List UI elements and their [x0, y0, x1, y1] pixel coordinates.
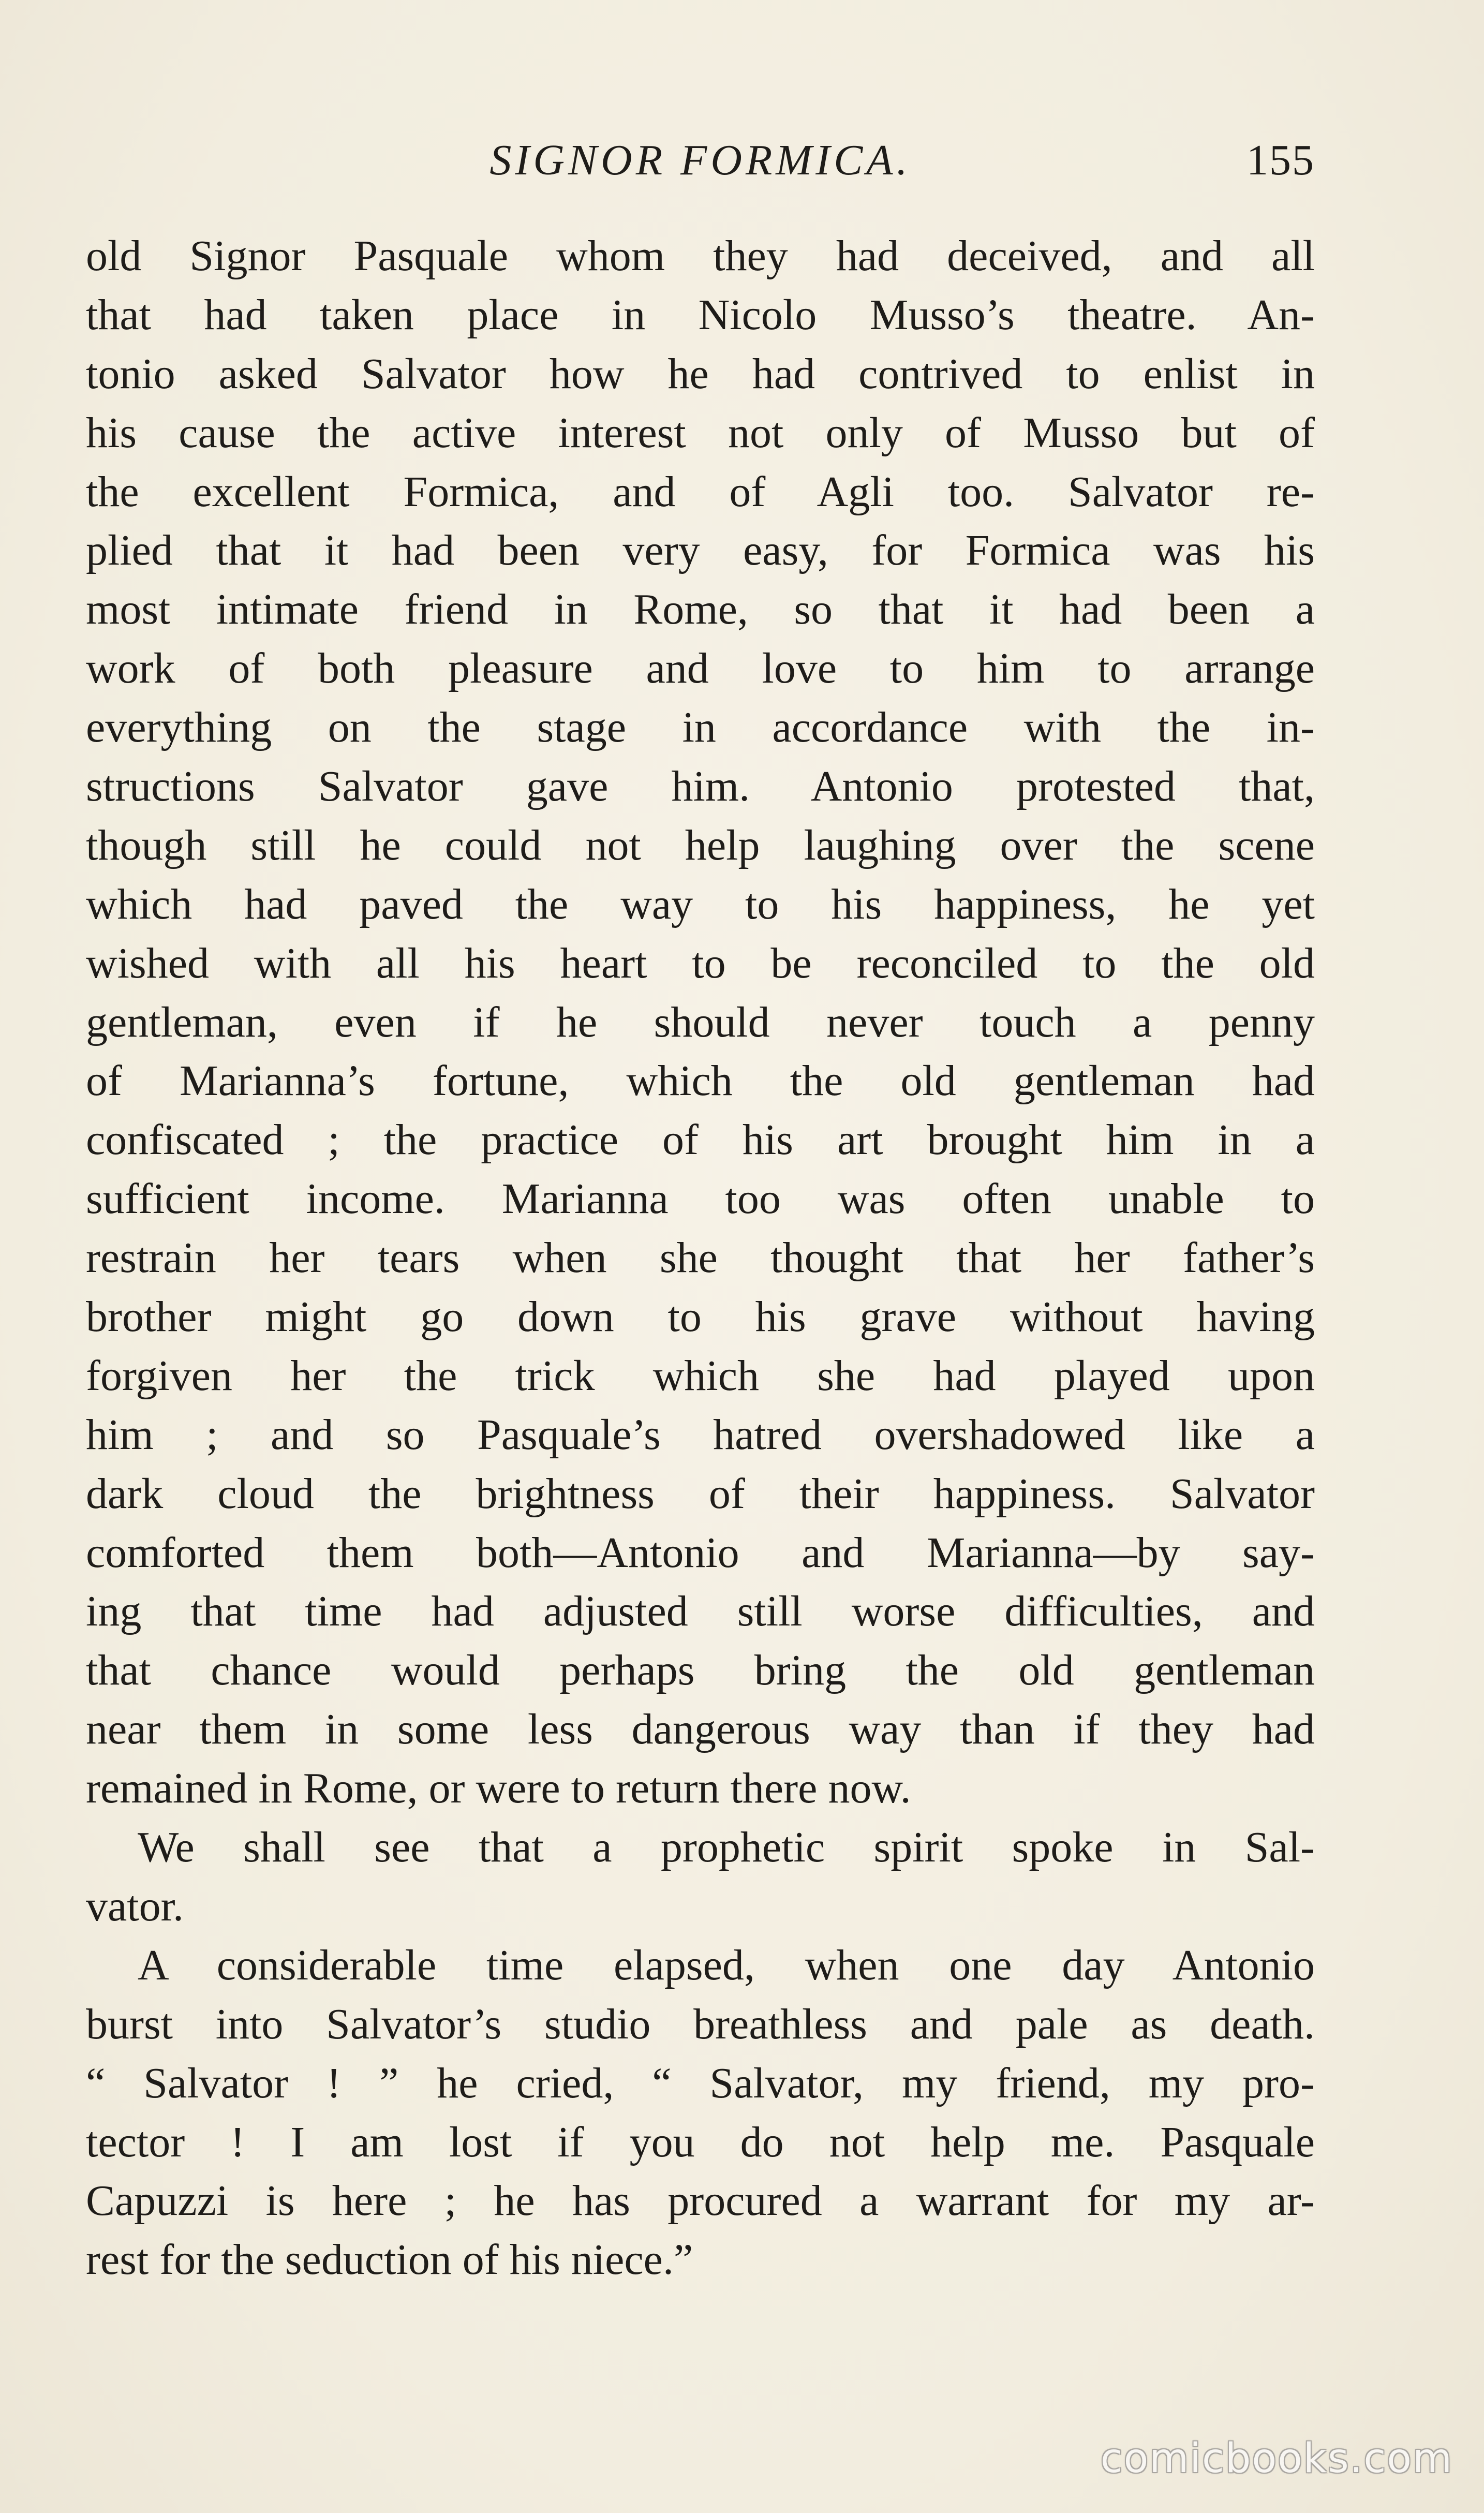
text-line: brother might go down to his grave without having: [86, 1293, 1315, 1341]
text-line: ing that time had adjusted still worse difficulties, and: [86, 1587, 1315, 1636]
body-text: [86, 227, 1315, 2289]
page-number: 155: [1246, 136, 1315, 184]
text-line: dark cloud the brightness of their happiness. Salvator: [86, 1469, 1315, 1518]
text-line: gentleman, even if he should never touch a penny: [86, 998, 1315, 1046]
text-line: that chance would perhaps bring the old gentleman: [86, 1646, 1315, 1695]
text-line: restrain her tears when she thought that her father’s: [86, 1234, 1315, 1282]
text-line: forgiven her the trick which she had played upon: [86, 1351, 1315, 1400]
text-line: him ; and so Pasquale’s hatred overshadowed like a: [86, 1410, 1315, 1459]
text-line: Capuzzi is here ; he has procured a warrant for my ar-: [86, 2177, 1315, 2225]
text-line: the excellent Formica, and of Agli too. Salvator re-: [86, 467, 1315, 516]
text-line: which had paved the way to his happiness, he yet: [86, 880, 1315, 928]
running-head: [86, 129, 1315, 191]
text-line: remained in Rome, or were to return there now.: [86, 1764, 911, 1813]
text-line: rest for the seduction of his niece.”: [86, 2236, 693, 2284]
running-title: SIGNOR FORMICA.: [489, 136, 911, 184]
text-line: old Signor Pasquale whom they had deceived, and all: [86, 232, 1315, 280]
text-line: confiscated ; the practice of his art brought him in a: [86, 1116, 1315, 1164]
text-line: sufficient income. Marianna too was often unable to: [86, 1175, 1315, 1223]
text-line: comforted them both—Antonio and Marianna—by say-: [86, 1528, 1315, 1577]
text-line: of Marianna’s fortune, which the old gentleman had: [86, 1057, 1315, 1105]
text-line: vator.: [86, 1882, 184, 1930]
text-line: plied that it had been very easy, for Formica was his: [86, 526, 1315, 575]
text-line: that had taken place in Nicolo Musso’s theatre. An-: [86, 290, 1315, 339]
text-line: near them in some less dangerous way than if they had: [86, 1705, 1315, 1754]
text-line: A considerable time elapsed, when one day Antonio: [138, 1941, 1315, 1989]
watermark-logo: comicbooks.com: [1100, 2435, 1453, 2482]
text-line: tonio asked Salvator how he had contrived to enlist in: [86, 349, 1315, 398]
text-line: We shall see that a prophetic spirit spoke in Sal-: [138, 1823, 1315, 1872]
text-line: “ Salvator ! ” he cried, “ Salvator, my friend, my pro-: [86, 2059, 1315, 2107]
text-line: most intimate friend in Rome, so that it had been a: [86, 585, 1315, 634]
text-line: everything on the stage in accordance with the in-: [86, 703, 1315, 752]
text-line: structions Salvator gave him. Antonio protested that,: [86, 762, 1315, 811]
text-line: wished with all his heart to be reconciled to the old: [86, 939, 1315, 987]
text-line: tector ! I am lost if you do not help me. Pasquale: [86, 2118, 1315, 2166]
text-line: his cause the active interest not only of Musso but of: [86, 408, 1315, 457]
text-line: burst into Salvator’s studio breathless and pale as death.: [86, 2000, 1315, 2048]
text-line: work of both pleasure and love to him to arrange: [86, 644, 1315, 693]
text-line: though still he could not help laughing over the scene: [86, 821, 1315, 869]
